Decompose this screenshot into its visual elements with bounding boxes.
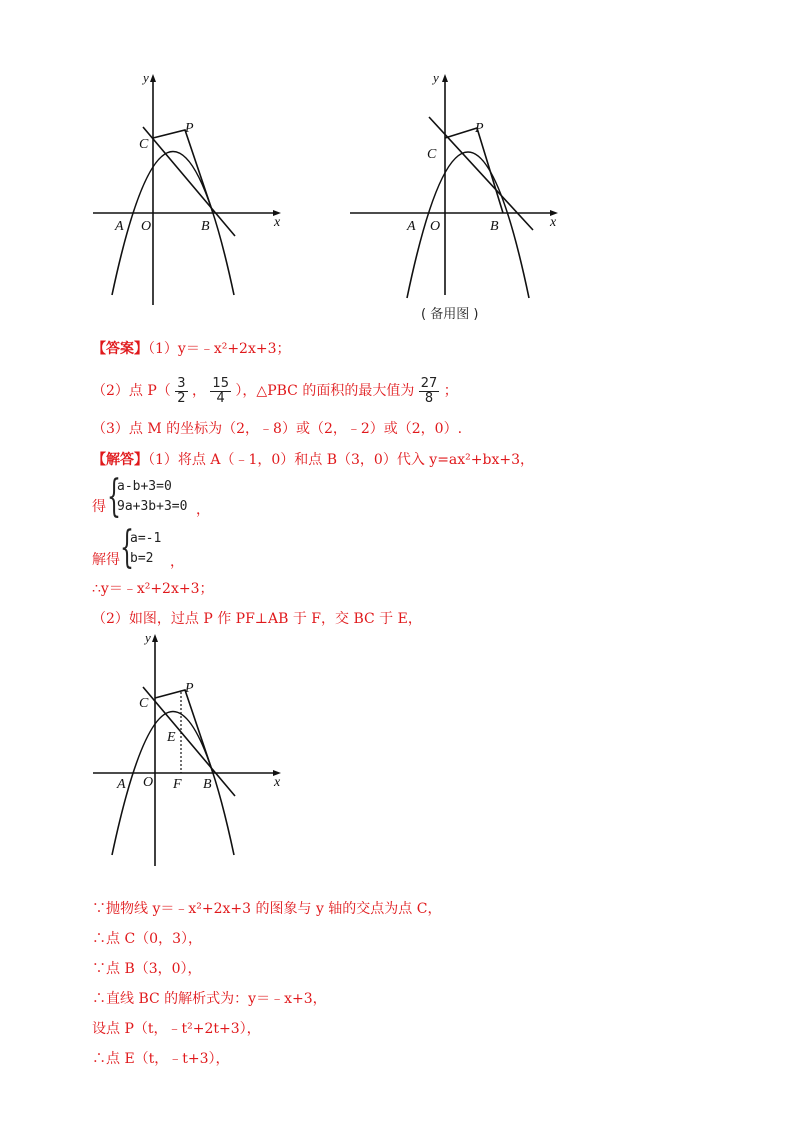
svg-text:x: x	[274, 215, 281, 230]
solution-line5: ∵点 B（3，0），	[92, 961, 202, 977]
svg-text:y: y	[433, 70, 439, 85]
svg-text:C: C	[139, 696, 149, 711]
solution-end: ，	[170, 554, 184, 570]
equation-system	[117, 477, 187, 517]
segments-cpb	[445, 128, 503, 213]
answer-part1-line	[92, 340, 291, 358]
svg-text:C: C	[427, 147, 437, 162]
svg-text:A: A	[115, 219, 124, 234]
svg-text:O: O	[143, 775, 154, 790]
svg-text:P: P	[185, 121, 194, 136]
solution-line2: （2）如图，过点 P 作 PF⊥AB 于 F，交 BC 于 E，	[92, 611, 422, 627]
svg-text:C: C	[139, 137, 149, 152]
solution-line1: （1）将点 A（﹣1，0）和点 B（3，0）代入 y=ax²+bx+3，	[148, 452, 535, 468]
p-separator: ，	[191, 383, 206, 399]
answer-part2-prefix: （2）点 P（	[92, 383, 171, 399]
answer-part2-end: ；	[443, 383, 458, 399]
therefore-line-1: ∴y＝﹣x²+2x+3；	[92, 581, 214, 597]
backup-figure-caption: ( 备用图 )	[421, 307, 479, 322]
left-brace-1: {	[107, 471, 121, 522]
answer-part2-line	[92, 374, 458, 408]
answer-part1: （1）y＝﹣x²+2x+3；	[148, 341, 291, 357]
jiede-label: 解得	[92, 552, 120, 568]
segments-cpb	[153, 130, 213, 213]
equation-end: ，	[196, 502, 210, 518]
svg-text:O: O	[141, 219, 152, 234]
solution-line4: ∴点 C（0，3），	[92, 931, 202, 947]
parabola-figure-1	[85, 70, 295, 315]
svg-text:F: F	[173, 777, 182, 792]
svg-text:B: B	[203, 777, 212, 792]
solution-line1-wrap	[92, 451, 534, 469]
svg-text:P: P	[475, 121, 484, 136]
solution-a: a=-1	[130, 531, 162, 546]
answer-part3: （3）点 M 的坐标为（2，﹣8）或（2，﹣2）或（2，0）.	[92, 421, 463, 437]
left-brace-2: {	[120, 522, 134, 573]
svg-text:B: B	[201, 219, 210, 234]
solution-line6: ∴直线 BC 的解析式为：y＝﹣x+3，	[92, 991, 327, 1007]
solution-line7: 设点 P（t，﹣t²+2t+3），	[92, 1021, 261, 1037]
solution-tag: 【解答】	[92, 452, 148, 468]
svg-text:B: B	[490, 219, 499, 234]
parabola-curve	[112, 152, 234, 296]
svg-text:A: A	[407, 219, 416, 234]
p-y-fraction: $\frac{15}{4}$	[212, 375, 229, 406]
solution-system	[130, 529, 161, 569]
answer-part2-mid: ），△PBC 的面积的最大值为	[235, 383, 415, 399]
area-fraction: $\frac{27}{8}$	[420, 375, 438, 406]
svg-text:x: x	[550, 215, 557, 230]
svg-text:O: O	[430, 219, 441, 234]
equation-2: 9a+3b+3=0	[117, 499, 188, 514]
solution-line8: ∴点 E（t，﹣t+3），	[92, 1051, 230, 1067]
svg-text:P: P	[185, 681, 194, 696]
equation-1: a-b+3=0	[117, 479, 172, 494]
solution-b: b=2	[130, 551, 154, 566]
parabola-figure-2	[345, 70, 565, 305]
svg-text:A: A	[117, 777, 126, 792]
p-x-fraction: $\frac{3}{2}$	[177, 375, 186, 406]
answer-tag: 【答案】	[92, 341, 148, 357]
svg-text:y: y	[143, 70, 149, 85]
de-label: 得	[92, 499, 106, 515]
parabola-figure-3	[85, 630, 295, 870]
parabola-curve	[407, 152, 529, 298]
svg-text:x: x	[274, 775, 281, 790]
solution-line3: ∵抛物线 y＝﹣x²+2x+3 的图象与 y 轴的交点为点 C，	[92, 901, 442, 917]
svg-text:y: y	[145, 630, 151, 645]
svg-text:E: E	[167, 730, 176, 745]
